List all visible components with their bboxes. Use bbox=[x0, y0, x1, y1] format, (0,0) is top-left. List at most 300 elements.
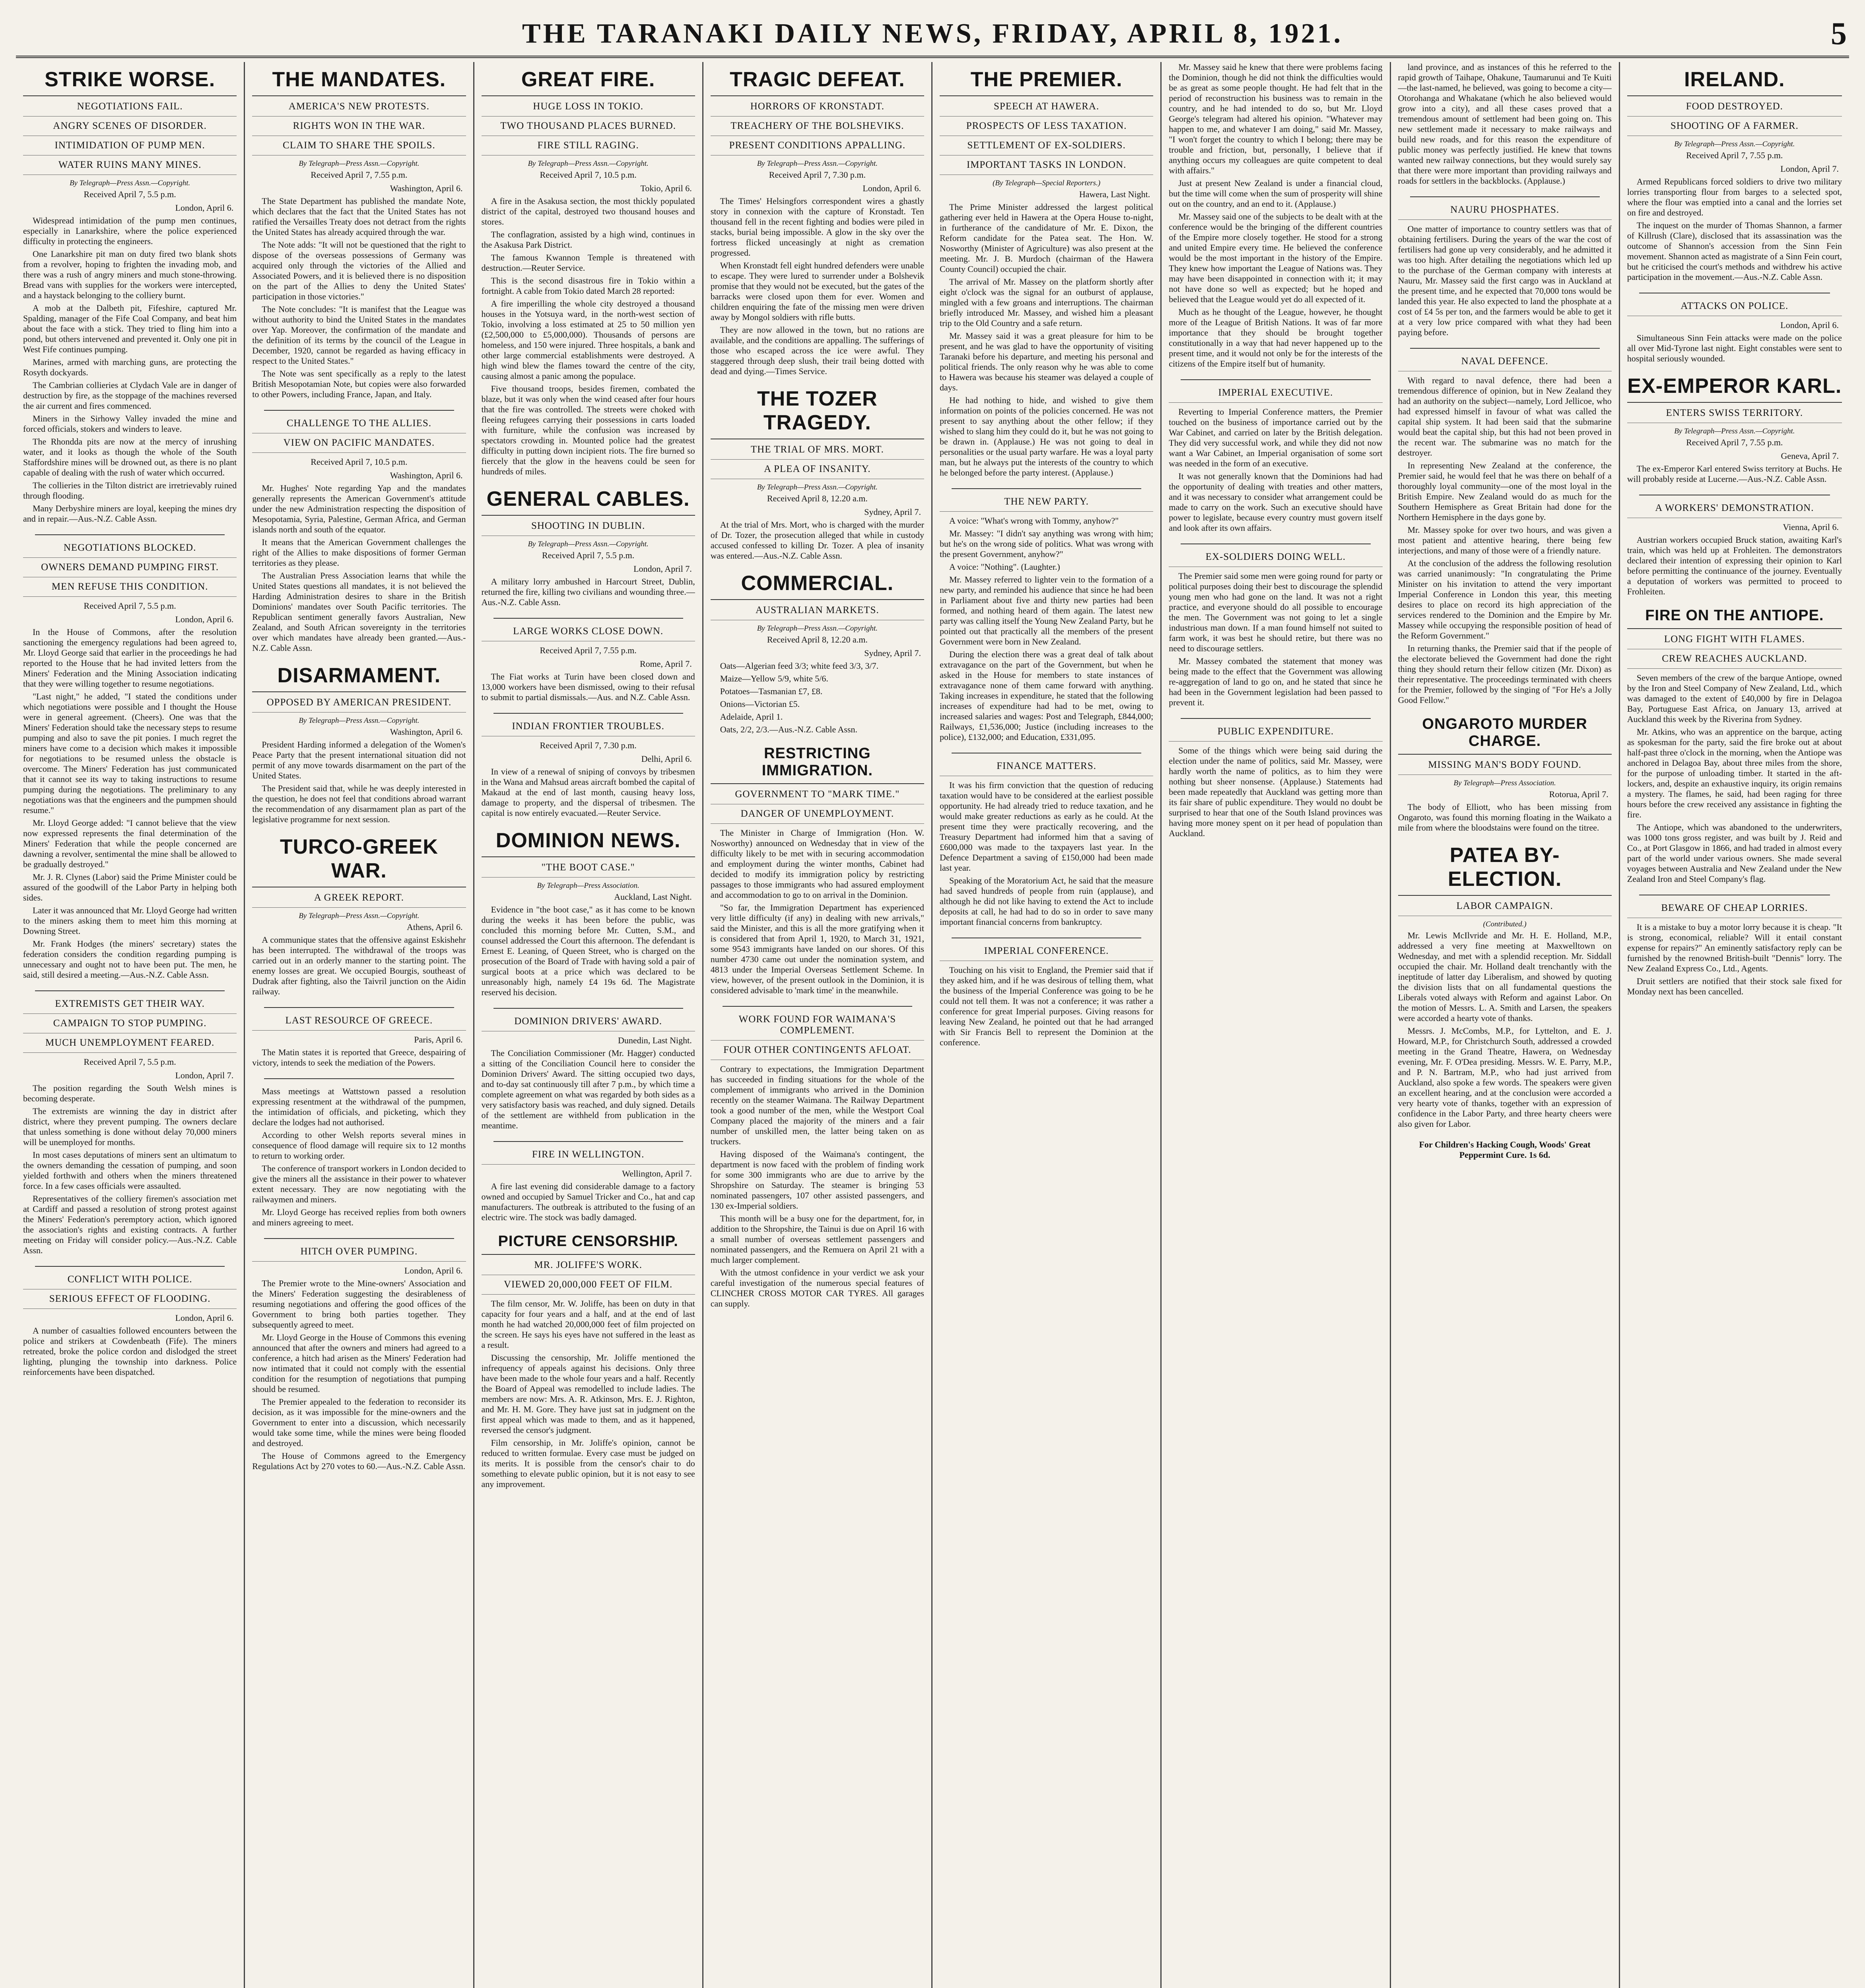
headline: THE TOZER TRAGEDY. bbox=[711, 387, 924, 439]
wire-credit: By Telegraph—Press Assn.—Copyright. bbox=[757, 483, 878, 491]
column-5 bbox=[932, 62, 1162, 1988]
dateline: Hawera, Last Night. bbox=[1079, 189, 1150, 199]
article bbox=[252, 664, 466, 825]
paragraph: A voice: "What's wrong with Tommy, anyhow?" bbox=[949, 516, 1119, 526]
paragraph: land province, and as instances of this he referred to the rapid growth of Taihape, Ohakune, Taumarunui and Te Kuiti—the last-named, he believed, was going to become a city—Otorohanga and Whakatane (which he also believed would grow into a city), and all these cases proved that a tremendous amount of settlement had been going on. This new settlement made it necessary to make railways and build new roads, and for this reason the expenditure of public money was perfectly justified. He knew that towns wanted new railway connections, but they would surely say that there were more important than providing railways and roads for settlers in the backblocks. (Applause.) bbox=[1398, 62, 1612, 186]
article bbox=[1627, 68, 1842, 282]
article-body bbox=[1627, 464, 1842, 484]
paragraph: Mr. Massey said one of the subjects to be dealt with at the conference would be the bringing of the different countries of the Empire more closely together. He stood for a strong and united Empire every time. He believed the conference would be the most important in the history of the Empire. They knew how important the League of Nations was. They may have been disappointed in connection with it; it may not have done so well as expected; but he hoped and believed that the League would yet do all expected of it. bbox=[1169, 212, 1383, 304]
paragraph: Oats, 2/2, 2/3.—Aus.-N.Z. Cable Assn. bbox=[720, 724, 858, 734]
dateline: London, April 6. bbox=[404, 1266, 463, 1276]
paragraph: Mr. Atkins, who was an apprentice on the barque, acting as spokesman for the party, said the fire broke out at about half-past three o'clock in the morning, when the Antiope was anchored in Delagoa Bay, about three miles from the shore, for the purpose of unloading timber. It started in the aft-lockers, and, despite an exhaustive inquiry, its origin remains a mystery. The flames, he said, had been raging for three hours before the crew received any assistance in fighting the fire. bbox=[1627, 727, 1842, 819]
headline: THE MANDATES. bbox=[252, 68, 466, 96]
wire-credit: (By Telegraph—Special Reporters.) bbox=[993, 179, 1101, 187]
subheading-deck: DOMINION DRIVERS' AWARD. bbox=[482, 1016, 695, 1031]
paragraph: The Premier said some men were going round for party or political purposes doing their best to discourage the splendid young men who had gone on the land. It was not a right practice, and everyone should do all possible to encourage the men. The Government was not going to let a single industrious man down. If a man found himself not suited to farm work, it was best he should retire, but there was no need to discourage settlers. bbox=[1169, 571, 1383, 653]
article-body bbox=[1627, 673, 1842, 884]
dateline: Rotorua, April 7. bbox=[1549, 789, 1609, 799]
article bbox=[23, 68, 237, 524]
columns-container bbox=[16, 62, 1849, 1988]
article-body bbox=[1627, 177, 1842, 282]
article bbox=[711, 571, 924, 735]
subheading-deck: NEGOTIATIONS BLOCKED. bbox=[23, 542, 237, 558]
article bbox=[23, 1266, 237, 1377]
article bbox=[1398, 348, 1612, 705]
paragraph: The inquest on the murder of Thomas Shannon, a farmer of Killrush (Clare), disclosed that its assassination was the outcome of Shannon's accession from the Sinn Fein movement. Shannon acted as magistrate of a Sinn Fein court, but he criticised the court's methods and withdrew his active participation in the movement.—Aus.-N.Z. Cable Assn. bbox=[1627, 220, 1842, 282]
paragraph: Austrian workers occupied Bruck station, awaiting Karl's train, which was held up at Frohleiten. The demonstrators declared their intention of expressing their opinion to Karl before permitting the continuance of the journey. Eventually a deputation of workers was permitted to proceed to Frohleiten. bbox=[1627, 535, 1842, 596]
paragraph: Messrs. J. McCombs, M.P., for Lyttelton, and E. J. Howard, M.P., for Christchurch South, addressed a crowded meeting in the Grand Theatre, Hawera, on Wednesday evening, Mr. F. O'Dea presiding. Messrs. W. E. Parry, M.P., and P. N. Bartram, M.P., who had just arrived from Auckland, also spoke a few words. The speakers were given an excellent hearing, and at the conclusion were accorded a very hearty vote of thanks, together with an expression of confidence in the Labor Party, and three hearty cheers were also given for Labor. bbox=[1398, 1026, 1612, 1129]
article bbox=[482, 713, 695, 818]
article bbox=[23, 534, 237, 980]
subheading-deck: IMPERIAL CONFERENCE. bbox=[940, 945, 1153, 961]
article-body bbox=[1627, 922, 1842, 997]
paragraph: Mr. Frank Hodges (the miners' secretary) states the federation considers the condition regarding pumping is unnecessary and ought not to have been put. The men, he said, still desired a meeting.—Aus.-N.Z. Cable Assn. bbox=[23, 939, 237, 980]
separator-rule bbox=[264, 1238, 454, 1239]
subheading-deck: CAMPAIGN TO STOP PUMPING. bbox=[23, 1018, 237, 1033]
paragraph: Mr. Massey combated the statement that money was being made to the effect that the Government was allowing re-aggregation of land to go on, and he stated that since he had been in the Government legislation had been passed to prevent it. bbox=[1169, 656, 1383, 707]
article bbox=[482, 1233, 695, 1489]
article bbox=[940, 68, 1153, 478]
paragraph: This is the second disastrous fire in Tokio within a fortnight. A cable from Tokio dated March 28 reported: bbox=[481, 276, 695, 296]
received-time: Received April 7, 7.30 p.m. bbox=[540, 740, 637, 750]
article-body bbox=[940, 965, 1153, 1048]
received-time: Received April 7, 5.5 p.m. bbox=[84, 1057, 176, 1067]
article-body bbox=[252, 196, 466, 400]
article bbox=[1398, 196, 1612, 338]
dateline: London, April 7. bbox=[1780, 164, 1839, 174]
paragraph: Marines, armed with marching guns, are protecting the Rosyth dockyards. bbox=[23, 357, 237, 377]
article-body bbox=[1169, 407, 1382, 533]
paragraph: The famous Kwannon Temple is threatened with destruction.—Reuter Service. bbox=[481, 252, 695, 273]
separator-rule bbox=[493, 1008, 683, 1009]
dateline: Rome, April 7. bbox=[639, 659, 692, 669]
dateline: Washington, April 6. bbox=[390, 470, 463, 480]
separator-rule bbox=[723, 1006, 912, 1007]
wire-credit: By Telegraph—Press Assn.—Copyright. bbox=[1674, 427, 1795, 435]
article bbox=[252, 1007, 466, 1068]
paragraph: Mr. Massey referred to lighter vein to the formation of a new party, and reminded his audience that since he had been in Parliament about five and thirty new parties had been formed, and nothing heard of them again. The latest new party was calling itself the Young New Zealand Party, but he pointed out that practically all the members of the present Government were born in New Zealand. bbox=[940, 575, 1154, 646]
paragraph: A fire imperilling the whole city destroyed a thousand houses in the Yotsuya ward, in the north-west section of Tokio, involving a loss estimated at 25 to 50 million yen (£2,500,000 to £5,000,000). Thousands of persons are homeless, and 150 were injured. Three hospitals, a bank and other large commercial establishments were destroyed. A high wind blew the flames toward the centre of the city, causing almost a panic among the populace. bbox=[481, 299, 695, 381]
article bbox=[252, 410, 466, 653]
wire-credit: By Telegraph—Press Association. bbox=[537, 881, 639, 890]
paragraph: Discussing the censorship, Mr. Joliffe mentioned the infrequency of appeals against his decisions. Only three have been made to the whole four years and a half. Recently the Board of Appeal was remodelled to include ladies. The members are now: Mrs. A. R. Atkinson, Mrs. E. J. Righton, and Mr. H. M. Gore. They have just sat in judgment on the first appeal which was made to them, and as it happened, reversed the censor's judgment. bbox=[481, 1353, 695, 1435]
paragraph: "Last night," he added, "I stated the conditions under which negotiations were possible and I thought the House were in general agreement. (Cheers). One was that the Miners' Federation should take the necessary steps to resume pumping and also to save the pit ponies. I much regret the miners have come to a decision which makes it impossible for negotiations to be resumed unless the obstacle is overcome. The Miners' Federation has just communicated that it cannot see its way to taking instructions to resume pumping during the negotiations. The preliminary to any negotiations was that the engineers and the pumpmen should resume." bbox=[23, 691, 237, 815]
article-body bbox=[711, 196, 924, 377]
article-body bbox=[482, 577, 695, 608]
article-body bbox=[1398, 802, 1612, 833]
article-body bbox=[1169, 62, 1382, 369]
subheading-deck: NEGOTIATIONS FAIL. bbox=[23, 101, 237, 116]
article bbox=[1627, 495, 1842, 597]
paragraph: The Note adds: "It will not be questioned that the right to dispose of the overseas possessions of Germany was acquired only through the victories of the Allied and Associated Powers, and it is believed there is no disposition on the part of the Allies to deny the United States' participation in those victories." bbox=[252, 240, 466, 301]
paragraph: Some of the things which were being said during the election under the name of politics, said Mr. Massey, were hardly worth the name of politics, as to him they were nothing but sheer nonsense. (Applause.) Statements had been made repeatedly that Auckland was getting more than its fair share of public expenditure. They would no doubt be surprised to hear that one of the South Island provinces was having more money spent on it per head of population than Auckland. bbox=[1169, 746, 1383, 838]
subheading-deck: HITCH OVER PUMPING. bbox=[252, 1246, 466, 1262]
paragraph: A voice: "Nothing". (Laughter.) bbox=[949, 562, 1060, 572]
article-body bbox=[23, 627, 237, 980]
paragraph: The Premier wrote to the Mine-owners' Association and the Miners' Federation suggesting the desirableness of resuming negotiations and offering the good offices of the Government to bring both parties together. They subsequently agreed to meet. bbox=[252, 1278, 466, 1330]
paragraph: He had nothing to hide, and wished to give them information on points of the policies concerned. He was not present to say anything about the other fellow; if they wished to slang him they could do it, but he was not going to be drawn in. (Applause.) He was not going to deal in personalities or the usual party warfare. He was a loyal party man, but he always put the interests of the country to which he belonged before the party interest. (Applause.) bbox=[940, 395, 1154, 478]
paragraph: Touching on his visit to England, the Premier said that if they asked him, and if he was desirous of telling them, what the business of the Imperial Conference was going to be he could not tell them. It was not a conference; it was rather a conference for great Imperial purposes. Giving reasons for leaving New Zealand, he pointed out that he had arranged with Sir Francis Bell to represent the Dominion at the conference. bbox=[940, 965, 1154, 1047]
subheading-deck: FOUR OTHER CONTINGENTS AFLOAT. bbox=[711, 1044, 924, 1060]
dateline: London, April 7. bbox=[633, 564, 692, 574]
subheading-deck: WATER RUINS MANY MINES. bbox=[23, 159, 237, 175]
article bbox=[1398, 62, 1612, 186]
article-body bbox=[482, 1048, 695, 1131]
article-body bbox=[1169, 746, 1382, 839]
subheading-deck: INTIMIDATION OF PUMP MEN. bbox=[23, 140, 237, 155]
paragraph: Miners in the Sirhowy Valley invaded the mine and forced officials, stokers and winders to leave. bbox=[23, 414, 237, 434]
article-body bbox=[940, 202, 1153, 478]
article bbox=[252, 1078, 466, 1228]
paragraph: Druit settlers are notified that their stock sale fixed for Monday next has been cancelled. bbox=[1627, 976, 1842, 996]
article bbox=[252, 1238, 466, 1472]
subheading-deck: WORK FOUND FOR WAIMANA'S COMPLEMENT. bbox=[711, 1014, 924, 1041]
received-time: Received April 7, 7.55 p.m. bbox=[1686, 437, 1783, 447]
subheading-deck: FOOD DESTROYED. bbox=[1627, 101, 1842, 116]
dateline: Vienna, April 6. bbox=[1783, 522, 1839, 532]
paragraph: The Minister in Charge of Immigration (Hon. W. Nosworthy) announced on Wednesday that in view of the difficulty likely to be met with in securing accommodation and employment during the winter months, Cabinet had decided to modify its immigration policy by restricting passages to those immigrants who had assured employment and accommodation to go to on arrival in the Dominion. bbox=[710, 828, 924, 900]
dateline: London, April 6. bbox=[1780, 320, 1839, 330]
received-time: Received April 8, 12.20 a.m. bbox=[767, 635, 868, 645]
paragraph: A fire in the Asakusa section, the most thickly populated district of the capital, destroyed two thousand houses and stores. bbox=[481, 196, 695, 227]
paragraph: Later it was announced that Mr. Lloyd George had written to the miners asking them to meet him this morning at Downing Street. bbox=[23, 905, 237, 936]
paragraph: The State Department has published the mandate Note, which declares that the fact that the United States has not ratified the Versailles Treaty does not detract from the rights the United States has already acquired through the war. bbox=[252, 196, 466, 237]
received-time: Received April 7, 7.55 p.m. bbox=[540, 645, 637, 655]
headline: RESTRICTING IMMIGRATION. bbox=[711, 745, 924, 784]
subheading-deck: LABOR CAMPAIGN. bbox=[1398, 901, 1612, 916]
paragraph: During the election there was a great deal of talk about extravagance on the part of the Government, but when he asked in the House for members to state instances of extravagance none of them came forward with anything. Taking increases in expenditure, he stated that the following increases of expenditure had had to be met, owing to increased salaries and wages: Post and Telegraph, £844,000; Railways, £1,536,000; Justice (including increases to the police), £132,000; and Education, £331,095. bbox=[940, 649, 1154, 742]
article-body bbox=[252, 740, 466, 825]
paragraph: Mr. Massey said he knew that there were problems facing the Dominion, though he did not think the difficulties would be as great as some people thought. He had felt that in the period of reconstruction his business was to remain in the country, and he had intended to do so, but Mr. Lloyd George's telegram had altered his opinion. "Whatever may happen to me, and whatever I am doing," said Mr. Massey, "I won't forget the country to which I belong; there may be trouble and friction, but, personally, I believe that if anything occurs my colleagues are quite competent to deal with affairs." bbox=[1169, 62, 1383, 175]
paragraph: The Conciliation Commissioner (Mr. Hagger) conducted a sitting of the Conciliation Council here to consider the Dominion Drivers' Award. The sitting occupied two days, and to-day sat continuously till after 7 p.m., by which time a complete agreement on what was regarded by both sides as a very satisfactory basis was reached, and duly signed. Details of the settlement are withheld from publication in the meantime. bbox=[481, 1048, 695, 1130]
article bbox=[1169, 718, 1382, 839]
paragraph: The Cambrian collieries at Clydach Vale are in danger of destruction by fire, as the stoppage of the machines reversed the air current and fires commenced. bbox=[23, 380, 237, 411]
article-body bbox=[711, 520, 924, 561]
subheading-deck: PRESENT CONDITIONS APPALLING. bbox=[711, 140, 924, 155]
paragraph: Much as he thought of the League, however, he thought more of the League of British Nations. It was of far more importance that they should be brought together constitutionally in a way that had never happened up to the present time, and it would not only be for the interests of the citizens of the Empire itself but of humanity. bbox=[1169, 307, 1383, 369]
column-8 bbox=[1620, 62, 1849, 1988]
article bbox=[711, 1006, 924, 1309]
paragraph: Film censorship, in Mr. Joliffe's opinion, cannot be reduced to written formulae. Every case must be judged on its merits. It is possible from the censor's chair to do something to elevate public opinion, but it is not easy to see any improvement. bbox=[481, 1438, 695, 1489]
subheading-deck: IMPERIAL EXECUTIVE. bbox=[1169, 387, 1382, 403]
dateline: Geneva, April 7. bbox=[1781, 451, 1839, 461]
article-body bbox=[940, 780, 1153, 927]
article-body bbox=[252, 1086, 466, 1228]
dateline: Sydney, April 7. bbox=[864, 507, 921, 517]
paragraph: It was not generally known that the Dominions had had the opportunity of dealing with treaties and other matters, and it was necessary to consider what arrangement could be made to carry on the work. Such an executive should have power to legislate, because every country must govern itself and look after its own affairs. bbox=[1169, 471, 1383, 533]
subheading-deck: INDIAN FRONTIER TROUBLES. bbox=[482, 721, 695, 736]
paragraph: At the conclusion of the address the following resolution was carried unanimously: "In congratulating the Prime Minister on his invitation to attend the very important Imperial Conference in London this year, this meeting desires to place on record its high appreciation of the services rendered to the Dominion and the Empire by Mr. Massey while occupying the responsible position of head of the Reform Government." bbox=[1398, 558, 1612, 641]
subheading-deck: EXTREMISTS GET THEIR WAY. bbox=[23, 998, 237, 1014]
subheading-deck: CLAIM TO SHARE THE SPOILS. bbox=[252, 140, 466, 155]
received-time: Received April 7, 7.55 p.m. bbox=[1686, 150, 1783, 160]
wire-credit: By Telegraph—Press Assn.—Copyright. bbox=[757, 624, 878, 633]
article bbox=[252, 68, 466, 400]
column-2 bbox=[245, 62, 474, 1988]
subheading-deck: A PLEA OF INSANITY. bbox=[711, 464, 924, 479]
dateline: London, April 6. bbox=[175, 203, 234, 213]
paragraph: The Times' Helsingfors correspondent wires a ghastly story in connexion with the capture of Kronstadt. Ten thousand fell in the recent fighting and bodies were piled in stacks, burial being impossible. A glow in the sky over the fortress flicked unceasingly at night as cremation progressed. bbox=[710, 196, 924, 258]
paragraph: The House of Commons agreed to the Emergency Regulations Act by 270 votes to 60.—Aus.-N.Z. Cable Assn. bbox=[252, 1451, 466, 1471]
subheading-deck: PUBLIC EXPENDITURE. bbox=[1169, 726, 1382, 742]
article bbox=[482, 68, 695, 477]
paragraph: Mr. Massey said it was a great pleasure for him to be present, and he was glad to have the opportunity of visiting Taranaki before his departure, and meeting his personal and political friends. The only reason why he was able to come to Hawera was because his steamer was delayed a couple of days. bbox=[940, 331, 1154, 392]
paragraph: Maize—Yellow 5/9, white 5/6. bbox=[720, 674, 828, 683]
paragraph: Simultaneous Sinn Fein attacks were made on the police all over Mid-Tyrone last night. Eight constables were sent to hospital seriously wounded. bbox=[1627, 333, 1842, 363]
dateline: Sydney, April 7. bbox=[864, 648, 921, 658]
separator-rule bbox=[35, 534, 225, 535]
subheading-deck: PROSPECTS OF LESS TAXATION. bbox=[940, 120, 1153, 136]
subheading-deck: SHOOTING OF A FARMER. bbox=[1627, 120, 1842, 136]
paragraph: The Fiat works at Turin have been closed down and 13,000 workers have been dismissed, owing to their refusal to submit to partial dismissals.—Aus. and N.Z. Cable Assn. bbox=[481, 672, 695, 702]
article bbox=[940, 938, 1153, 1048]
wire-credit: By Telegraph—Press Association. bbox=[1453, 779, 1556, 787]
article-body bbox=[1398, 62, 1612, 186]
paragraph: The President said that, while he was deeply interested in the question, he does not feel that conditions abroad warrant the recommendation of any disarmament plan as part of the legislative programme for next session. bbox=[252, 783, 466, 824]
article-body bbox=[252, 1047, 466, 1068]
article bbox=[1627, 293, 1842, 364]
paragraph: The Matin states it is reported that Greece, despairing of victory, intends to seek the mediation of the Powers. bbox=[252, 1047, 466, 1068]
paragraph: The conference of transport workers in London decided to give the miners all the assistance in their power to whatever extent necessary. They are now negotiating with the railwaymen and miners. bbox=[252, 1163, 466, 1204]
headline: IRELAND. bbox=[1627, 68, 1842, 96]
paragraph: The Rhondda pits are now at the mercy of inrushing water, and it looks as though the whole of the South Staffordshire mines will be drowned out, as there is no plant capable of dealing with the rush of water which occurred. bbox=[23, 437, 237, 478]
separator-rule bbox=[1181, 718, 1370, 719]
masthead bbox=[16, 12, 1849, 58]
dateline: London, April 6. bbox=[863, 183, 921, 193]
subheading-deck: "THE BOOT CASE." bbox=[482, 862, 695, 878]
dateline: Washington, April 6. bbox=[390, 183, 463, 193]
dateline: Dunedin, Last Night. bbox=[618, 1035, 692, 1045]
paragraph: A military lorry ambushed in Harcourt Street, Dublin, returned the fire, killing two civilians and wounding three.—Aus.-N.Z. Cable Assn. bbox=[481, 577, 695, 607]
headline: FIRE ON THE ANTIOPE. bbox=[1627, 607, 1842, 629]
received-time: Received April 8, 12.20 a.m. bbox=[767, 493, 868, 503]
subheading-deck: AUSTRALIAN MARKETS. bbox=[711, 605, 924, 620]
headline: ONGAROTO MURDER CHARGE. bbox=[1398, 716, 1612, 755]
paragraph: A number of casualties followed encounters between the police and strikers at Cowdenbeath (Fife). The miners retreated, broke the police cordon and dislodged the street lighting, plunging the township into darkness. Police reinforcements have been dispatched. bbox=[23, 1326, 237, 1377]
paragraph: The Prime Minister addressed the largest political gathering ever held in Hawera at the Opera House to-night, in furtherance of the candidature of Mr. E. Dixon, the Reform candidate for the Patea seat. The Hon. W. Nosworthy (Minister of Agriculture) was also present at the meeting. Mr. J. B. Murdoch (chairman of the Hawera County Council) occupied the chair. bbox=[940, 202, 1154, 274]
separator-rule bbox=[264, 1007, 454, 1008]
subheading-deck: BEWARE OF CHEAP LORRIES. bbox=[1627, 903, 1842, 918]
paragraph: Seven members of the crew of the barque Antiope, owned by the Iron and Steel Company of New Zealand, Ltd., which was damaged to the extent of £40,000 by fire in Delagoa Bay, Portuguese East Africa, on January 13, arrived at Auckland this week by the Riverina from Sydney. bbox=[1627, 673, 1842, 724]
headline: DOMINION NEWS. bbox=[482, 829, 695, 857]
subheading-deck: LONG FIGHT WITH FLAMES. bbox=[1627, 634, 1842, 649]
paragraph: According to other Welsh reports several mines in consequence of flood damage will require six to 12 months to return to working order. bbox=[252, 1130, 466, 1161]
dateline: Paris, April 6. bbox=[414, 1035, 463, 1044]
paragraph: With regard to naval defence, there had been a tremendous difference of opinion, but in New Zealand they had an authority on the subject—namely, Lord Jellicoe, who had expressed himself in favour of what was called the capital ship system. It had been said that the submarine would beat the capital ship, but this had not been proved in the recent war. The submarine was no match for the destroyer. bbox=[1398, 375, 1612, 458]
subheading-deck: HUGE LOSS IN TOKIO. bbox=[482, 101, 695, 116]
column-4 bbox=[703, 62, 932, 1988]
subheading-deck: DANGER OF UNEMPLOYMENT. bbox=[711, 808, 924, 824]
paragraph: The Note was sent specifically as a reply to the latest British Mesopotamian Note, but copies were also forwarded to other Powers, including France, Japan, and Italy. bbox=[252, 369, 466, 399]
article-body bbox=[482, 905, 695, 998]
article bbox=[711, 745, 924, 996]
paragraph: President Harding informed a delegation of the Women's Peace Party that the present international situation did not permit of any move towards disarmament on the part of the United States. bbox=[252, 740, 466, 780]
wire-credit: By Telegraph—Press Assn.—Copyright. bbox=[299, 912, 420, 920]
article bbox=[23, 990, 237, 1256]
subheading-deck: FINANCE MATTERS. bbox=[940, 761, 1153, 776]
paragraph: The Note concludes: "It is manifest that the League was without authority to bind the United States in the mandates over Yap. Moreover, the confirmation of the mandate and the definition of its terms by the council of the League in December, 1920, cannot be regarded as having efficacy in respect to the United States." bbox=[252, 304, 466, 366]
separator-rule bbox=[264, 1078, 454, 1079]
masthead-title: THE TARANAKI DAILY NEWS, FRIDAY, APRIL 8, 1921. bbox=[522, 18, 1343, 49]
subheading-deck: IMPORTANT TASKS IN LONDON. bbox=[940, 159, 1153, 175]
paragraph: One Lanarkshire pit man on duty fired two blank shots from a revolver, hoping to frighten the invading mob, and there was a rush of angry miners and much stone-throwing. Bread vans with supplies for the workers were intercepted, and a haystack belonging to the colliery burnt. bbox=[23, 249, 237, 300]
paragraph: At the trial of Mrs. Mort, who is charged with the murder of Dr. Tozer, the prosecution alleged that while in custody accused confessed to killing Dr. Tozer. A plea of insanity was entered.—Aus.-N.Z. Cable Assn. bbox=[710, 520, 924, 561]
headline: GREAT FIRE. bbox=[482, 68, 695, 96]
article-body bbox=[23, 1083, 237, 1256]
paragraph: The position regarding the South Welsh mines is becoming desperate. bbox=[23, 1083, 237, 1103]
paragraph: The conflagration, assisted by a high wind, continues in the Asakusa Park District. bbox=[481, 229, 695, 250]
article-body bbox=[711, 828, 924, 996]
paragraph: Mr. Lloyd George has received replies from both owners and miners agreeing to meet. bbox=[252, 1207, 466, 1227]
received-time: Received April 7, 10.5 p.m. bbox=[540, 170, 637, 180]
paragraph: Onions—Victorian £5. bbox=[720, 699, 800, 709]
subheading-deck: MISSING MAN'S BODY FOUND. bbox=[1398, 759, 1612, 775]
article bbox=[711, 387, 924, 561]
paragraph: In view of a renewal of sniping of convoys by tribesmen in the Wana and Mahsud areas aircraft bombed the capital of Makaud at the end of last month, causing heavy loss, damage to property, and the dispersal of tribesmen. The capital is now entirely evacuated.—Reuter Service. bbox=[481, 767, 695, 818]
dateline: Athens, April 6. bbox=[406, 922, 463, 932]
paragraph: A communique states that the offensive against Eskishehr has been interrupted. The withdrawal of the troops was carried out in an orderly manner to the starting point. The enemy losses are great. We occupied Bourgis, southeast of Dudrak after fighting, also the Taivril junction on the Aidin railway. bbox=[252, 935, 466, 996]
article bbox=[940, 488, 1153, 742]
article-body bbox=[711, 661, 924, 735]
paragraph: It was his firm conviction that the question of reducing taxation would have to be considered at the earliest possible opportunity. He had already tried to reduce taxation, and he would make greater reductions as early as he could. At the present time they were practically recovering, and the Treasury Department had informed him that a saving of £600,000 was made to the taxpayers last year. In the Defence Department a saving of £150,000 had been made last year. bbox=[940, 780, 1154, 873]
paragraph: Just at present New Zealand is under a financial cloud, but the time will come when the sum of prosperity will shine out on the country, and an end to it. (Applause.) bbox=[1169, 178, 1383, 209]
subheading-deck: SERIOUS EFFECT OF FLOODING. bbox=[23, 1293, 237, 1309]
subheading-deck: CONFLICT WITH POLICE. bbox=[23, 1274, 237, 1289]
subheading-deck: LARGE WORKS CLOSE DOWN. bbox=[482, 626, 695, 641]
headline: TURCO-GREEK WAR. bbox=[252, 835, 466, 887]
article bbox=[252, 835, 466, 997]
paragraph: Many Derbyshire miners are loyal, keeping the mines dry and in repair.—Aus.-N.Z. Cable Assn. bbox=[23, 503, 237, 524]
subheading-deck: HORRORS OF KRONSTADT. bbox=[711, 101, 924, 116]
column-7 bbox=[1391, 62, 1620, 1988]
headline: EX-EMPEROR KARL. bbox=[1627, 374, 1842, 403]
article-body bbox=[482, 767, 695, 818]
article bbox=[1627, 895, 1842, 997]
wire-credit: By Telegraph—Press Assn.—Copyright. bbox=[528, 159, 649, 168]
paragraph: Representatives of the colliery firemen's association met at Cardiff and passed a resolution of strong protest against the Miners' Federation's peremptory action, which ignored the association's rights and existing contracts. A further meeting on Friday will consider policy.—Aus.-N.Z. Cable Assn. bbox=[23, 1194, 237, 1255]
advertisement-footnote: For Children's Hacking Cough, Woods' Great Peppermint Cure. 1s 6d. bbox=[1419, 1140, 1591, 1160]
headline: PICTURE CENSORSHIP. bbox=[482, 1233, 695, 1255]
paragraph: Having disposed of the Waimana's contingent, the department is now faced with the problem of finding work for some 300 immigrants who are due to arrive by the Shropshire on Saturday. The steamer is bringing 53 nominated passengers, 107 other assisted passengers, and 130 ex-Imperial soldiers. bbox=[710, 1149, 924, 1211]
paragraph: A mob at the Dalbeth pit, Fifeshire, captured Mr. Spalding, manager of the Fife Coal Company, and beat him about the face with a stick. They tried to fling him into a pond, but others intervened and prevented it. Only one pit in West Fife continues pumping. bbox=[23, 303, 237, 354]
paragraph: Speaking of the Moratorium Act, he said that the measure had saved hundreds of people from ruin (applause), and although he did not like having to extend the Act to include deposits at call, he had had to do so in order to save many important financial concerns from bankruptcy. bbox=[940, 876, 1154, 927]
article-body bbox=[23, 215, 237, 524]
separator-rule bbox=[264, 410, 454, 411]
received-time: Received April 7, 5.5 p.m. bbox=[542, 550, 635, 560]
dateline: Delhi, April 6. bbox=[641, 754, 692, 764]
paragraph: Potatoes—Tasmanian £7, £8. bbox=[720, 686, 823, 696]
paragraph: Mr. Lloyd George added: "I cannot believe that the view now expressed represents the final determination of the Miners' Federation that while the people concerned are dawning a revolver, sentimental the mine shall be allowed to be gradually destroyed." bbox=[23, 818, 237, 869]
subheading-deck: A WORKERS' DEMONSTRATION. bbox=[1627, 503, 1842, 518]
subheading-deck: EX-SOLDIERS DOING WELL. bbox=[1169, 551, 1382, 567]
subheading-deck: TREACHERY OF THE BOLSHEVIKS. bbox=[711, 120, 924, 136]
article bbox=[482, 1008, 695, 1131]
article bbox=[482, 618, 695, 703]
subheading-deck: CHALLENGE TO THE ALLIES. bbox=[252, 418, 466, 433]
subheading-deck: MEN REFUSE THIS CONDITION. bbox=[23, 581, 237, 597]
separator-rule bbox=[1410, 196, 1600, 197]
wire-credit: (Contributed.) bbox=[1483, 920, 1527, 928]
paragraph: Contrary to expectations, the Immigration Department has succeeded in finding situations for the whole of the complement of immigrants who arrived in the Dominion recently on the steamer Waimana. The Railway Department took a good number of the men, while the Westport Coal Company placed the majority of the miners and a fair number of unskilled men, the latter being taken on as truckers. bbox=[710, 1064, 924, 1146]
paragraph: The collieries in the Tilton district are irretrievably ruined through flooding. bbox=[23, 480, 237, 501]
subheading-deck: FIRE STILL RAGING. bbox=[482, 140, 695, 155]
article bbox=[1627, 374, 1842, 484]
subheading-deck: LAST RESOURCE OF GREECE. bbox=[252, 1015, 466, 1031]
subheading-deck: OWNERS DEMAND PUMPING FIRST. bbox=[23, 562, 237, 577]
subheading-deck: TWO THOUSAND PLACES BURNED. bbox=[482, 120, 695, 136]
dateline: London, April 7. bbox=[175, 1070, 234, 1080]
paragraph: The film censor, Mr. W. Joliffe, has been on duty in that capacity for four years and a half, and at the end of last month he had watched 20,000,000 feet of film projected on the screen. He says his eyes have not suffered in the least as a result. bbox=[481, 1299, 695, 1350]
paragraph: In the House of Commons, after the resolution sanctioning the emergency regulations had been agreed to, Mr. Lloyd George said that earlier in the proceedings he had reported to the House that he had invited letters from the Miners' Federation and the Mining Association indicating that they were willing together to resume negotiations. bbox=[23, 627, 237, 689]
separator-rule bbox=[493, 1141, 683, 1142]
dateline: Washington, April 6. bbox=[390, 727, 463, 737]
subheading-deck: MR. JOLIFFE'S WORK. bbox=[482, 1260, 695, 1275]
paragraph: It means that the American Government challenges the right of the Allies to make dispositions of former German territories as they please. bbox=[252, 537, 466, 568]
dateline: Auckland, Last Night. bbox=[614, 892, 692, 902]
article-body bbox=[482, 672, 695, 703]
separator-rule bbox=[35, 1266, 225, 1267]
received-time: Received April 7, 5.5 p.m. bbox=[84, 189, 176, 199]
paragraph: Mr. Massey spoke for over two hours, and was given a most patient and attentive hearing, there being few interjections, and many of those were of a friendly nature. bbox=[1398, 525, 1612, 555]
page-number: 5 bbox=[1831, 16, 1849, 51]
subheading-deck: CREW REACHES AUCKLAND. bbox=[1627, 653, 1842, 669]
subheading-deck: THE NEW PARTY. bbox=[940, 496, 1153, 512]
paragraph: Mr. Lloyd George in the House of Commons this evening announced that after the owners and miners had agreed to a conference, a hitch had arisen as the Miners' Federation had now intimated that it could not comply with the essential condition for the resumption of negotiations that pumping should be resumed. bbox=[252, 1332, 466, 1394]
dateline: Tokio, April 6. bbox=[640, 183, 692, 193]
paragraph: It is a mistake to buy a motor lorry because it is cheap. "It is strong, economical, reliable? Will it entail constant expense for repairs?" An eminently satisfactory reply can be furnished by the renowned British-built "Dennis" lorry. The New Zealand Express Co., Ltd., Agents. bbox=[1627, 922, 1842, 973]
wire-credit: By Telegraph—Press Assn.—Copyright. bbox=[528, 540, 649, 548]
article bbox=[1398, 843, 1612, 1129]
subheading-deck: AMERICA'S NEW PROTESTS. bbox=[252, 101, 466, 116]
paragraph: Mr. Hughes' Note regarding Yap and the mandates generally represents the American Government's attitude under the new Administration respecting the disposition of Mesopotamia, Syria, Palestine, German Africa, and German islands north and south of the equator. bbox=[252, 483, 466, 534]
paragraph: The ex-Emperor Karl entered Swiss territory at Buchs. He will probably reside at Lucerne.—Aus.-N.Z. Cable Assn. bbox=[1627, 464, 1842, 484]
subheading-deck: RIGHTS WON IN THE WAR. bbox=[252, 120, 466, 136]
paragraph: When Kronstadt fell eight hundred defenders were unable to escape. They were lured to surrender under a Bolshevik promise that they would not be executed, but the gates of the barracks were closed upon them for ever. Women and children enquiring the fate of the missing men were driven away by Mongol soldiers with rifle butts. bbox=[710, 260, 924, 322]
paragraph: The extremists are winning the day in district after district, where they prevent pumping. The owners declare that unless something is done without delay 70,000 miners will be unemployed for months. bbox=[23, 1106, 237, 1147]
subheading-deck: NAVAL DEFENCE. bbox=[1398, 356, 1612, 371]
subheading-deck: VIEW ON PACIFIC MANDATES. bbox=[252, 437, 466, 453]
column-3 bbox=[474, 62, 703, 1988]
article bbox=[482, 487, 695, 608]
subheading-deck: SHOOTING IN DUBLIN. bbox=[482, 520, 695, 536]
paragraph: Mr. J. R. Clynes (Labor) said the Prime Minister could be assured of the goodwill of the Labor Party in helping both sides. bbox=[23, 872, 237, 903]
paragraph: The arrival of Mr. Massey on the platform shortly after eight o'clock was the signal for an outburst of applause, mingled with a few groans and interruptions. The chairman briefly introduced Mr. Massey, and wished him a pleasant trip to the Old Country and a safe return. bbox=[940, 277, 1154, 328]
article bbox=[482, 829, 695, 998]
article bbox=[1398, 716, 1612, 833]
paragraph: With the utmost confidence in your verdict we ask your careful investigation of the numerous special features of CLINCHER CROSS MOTOR CAR TYRES. All garages can supply. bbox=[710, 1268, 924, 1309]
headline: DISARMAMENT. bbox=[252, 664, 466, 692]
paragraph: Five thousand troops, besides firemen, combated the blaze, but it was only when the wind ceased after four hours that the fire was controlled. The streets were choked with fleeing refugees carrying their possessions in carts loaded with furniture, while the confusion was increased by spectators crowding in. Mounted police had the greatest difficulty in putting down incipient riots. The fire burned so fiercely that the glow in the heavens could be seen for hundreds of miles. bbox=[481, 384, 695, 476]
article bbox=[482, 1141, 695, 1223]
dateline: London, April 6. bbox=[175, 1313, 234, 1323]
article-body bbox=[252, 935, 466, 997]
separator-rule bbox=[952, 488, 1141, 489]
headline: TRAGIC DEFEAT. bbox=[711, 68, 924, 96]
article bbox=[1627, 607, 1842, 884]
article-body bbox=[711, 1064, 924, 1309]
subheading-deck: ATTACKS ON POLICE. bbox=[1627, 301, 1842, 316]
article-body bbox=[1627, 333, 1842, 364]
article-body bbox=[1398, 224, 1612, 338]
paragraph: Armed Republicans forced soldiers to drive two military lorries transporting flour from barges to a selected spot, where the flour was emptied into a canal and the lorries set on fire and destroyed. bbox=[1627, 177, 1842, 217]
article bbox=[940, 753, 1153, 927]
paragraph: Widespread intimidation of the pump men continues, especially in Lanarkshire, where the police experienced difficulty in protecting the engineers. bbox=[23, 215, 237, 246]
headline: STRIKE WORSE. bbox=[23, 68, 237, 96]
subheading-deck: NAURU PHOSPHATES. bbox=[1398, 204, 1612, 220]
article bbox=[711, 68, 924, 377]
dateline: London, April 6. bbox=[175, 614, 234, 624]
separator-rule bbox=[493, 713, 683, 714]
